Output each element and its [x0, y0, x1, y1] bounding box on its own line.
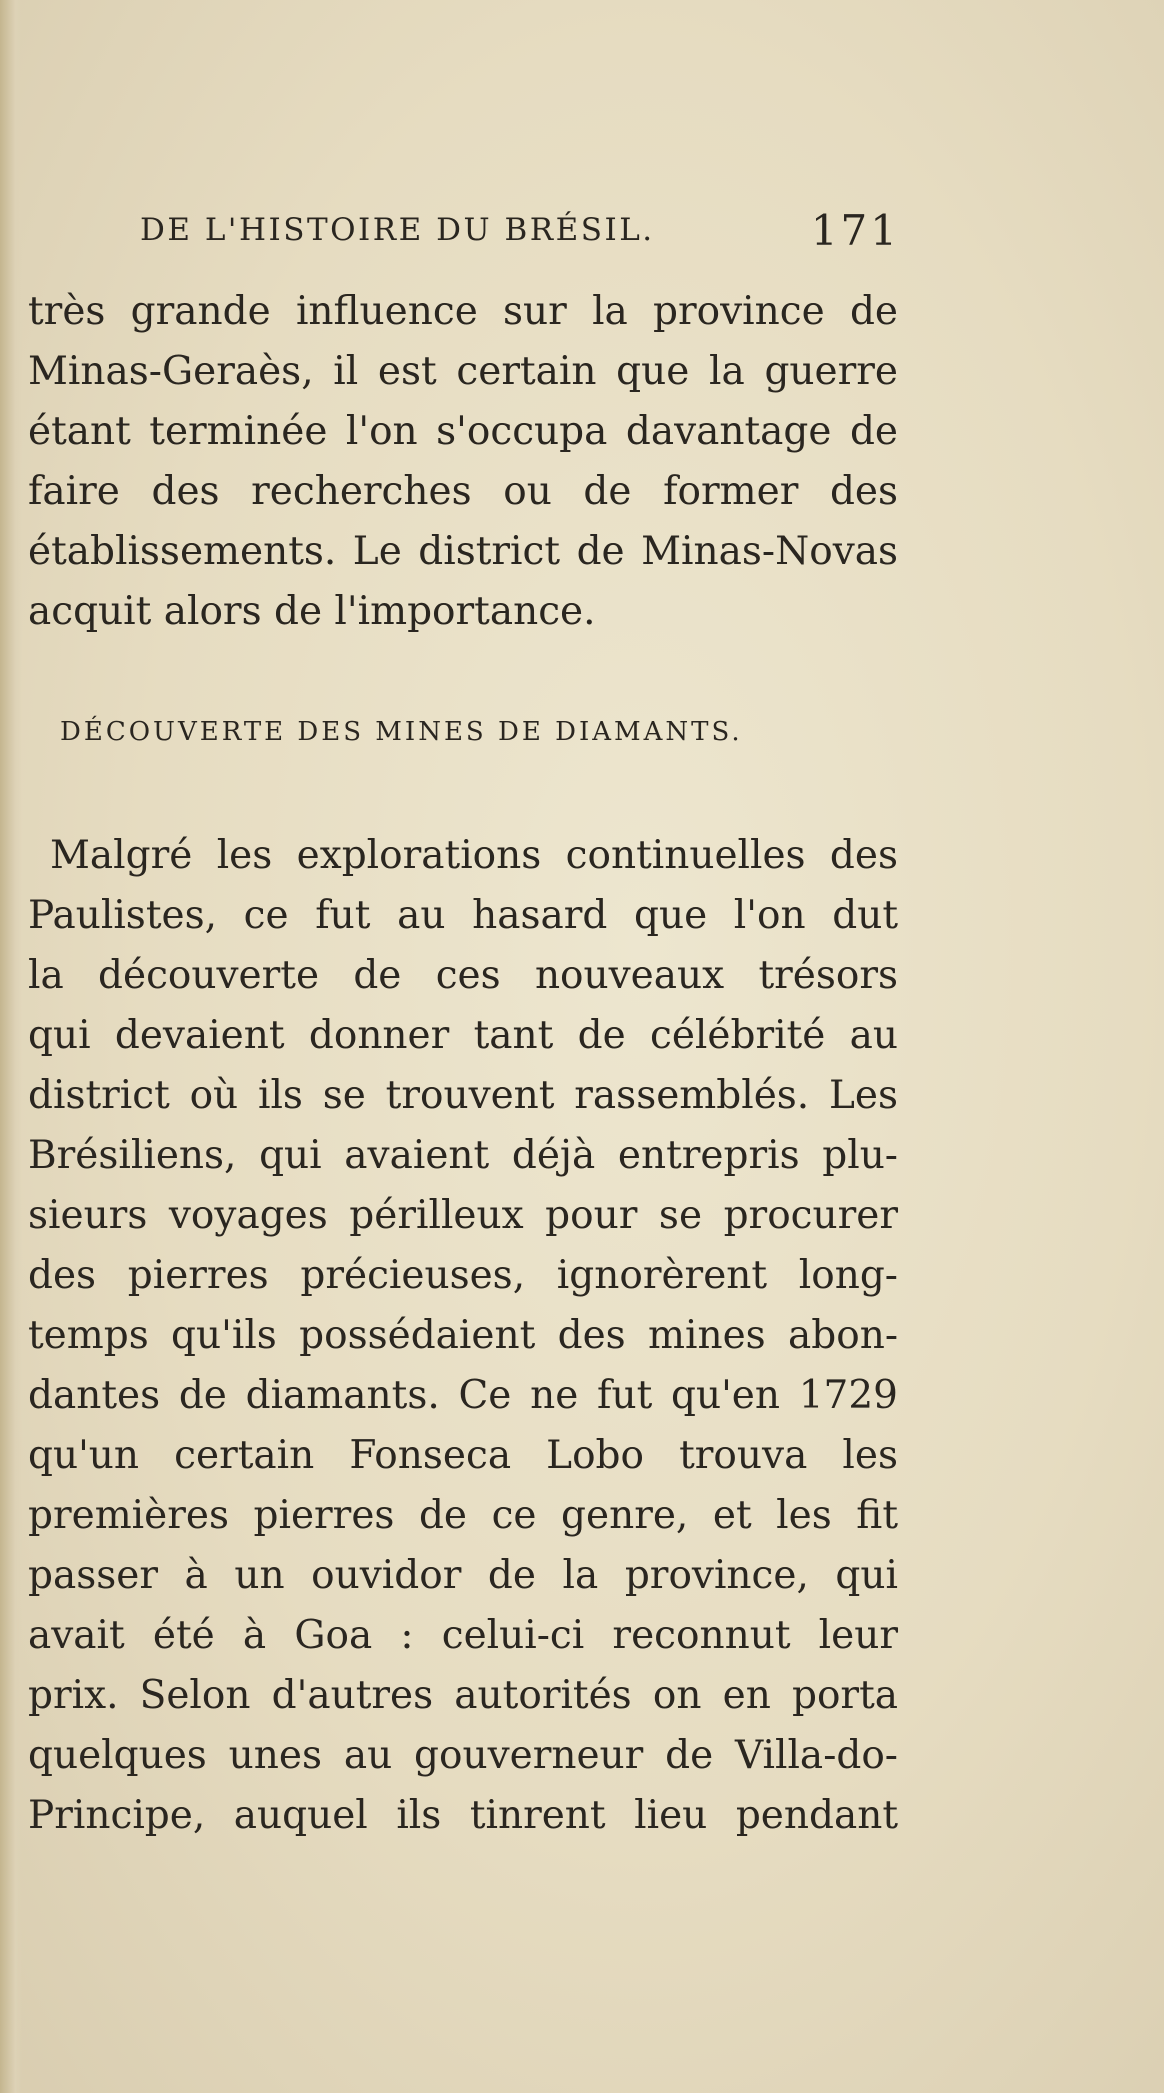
running-head	[140, 206, 900, 268]
paragraph-1	[28, 282, 898, 642]
text-line: premières pierres de ce genre, et les fit	[28, 1493, 898, 1538]
text-line: prix. Selon d'autres autorités on en porta	[28, 1673, 898, 1718]
text-line: Malgré les explorations continuelles des	[50, 833, 898, 878]
text-line: Minas-Geraès, il est certain que la guerre	[28, 349, 898, 394]
text-line: Brésiliens, qui avaient déjà entrepris plu-	[28, 1133, 898, 1178]
text-line: Paulistes, ce fut au hasard que l'on dut	[28, 893, 898, 938]
paragraph-2	[28, 826, 898, 1846]
text-line: établissements. Le district de Minas-Novas	[28, 529, 898, 574]
running-title: DE L'HISTOIRE DU BRÉSIL.	[140, 212, 655, 248]
page-number: 171	[810, 206, 900, 255]
text-line: passer à un ouvidor de la province, qui	[28, 1553, 898, 1598]
text-line: des pierres précieuses, ignorèrent long-	[28, 1253, 898, 1298]
text-line: la découverte de ces nouveaux trésors	[28, 953, 898, 998]
text-line: qu'un certain Fonseca Lobo trouva les	[28, 1433, 898, 1478]
text-line: très grande influence sur la province de	[28, 289, 898, 334]
text-line: sieurs voyages périlleux pour se procurer	[28, 1193, 898, 1238]
text-line: Principe, auquel ils tinrent lieu pendant	[28, 1793, 898, 1838]
text-line: faire des recherches ou de former des	[28, 469, 898, 514]
text-line: quelques unes au gouverneur de Villa-do-	[28, 1733, 898, 1778]
text-line: avait été à Goa : celui-ci reconnut leur	[28, 1613, 898, 1658]
text-line: temps qu'ils possédaient des mines abon-	[28, 1313, 898, 1358]
page-gutter	[0, 0, 22, 2093]
text-line: étant terminée l'on s'occupa davantage de	[28, 409, 898, 454]
text-line: dantes de diamants. Ce ne fut qu'en 1729	[28, 1373, 898, 1418]
text-line: acquit alors de l'importance.	[28, 589, 596, 634]
text-line: district où ils se trouvent rassemblés. Les	[28, 1073, 898, 1118]
section-heading: DÉCOUVERTE DES MINES DE DIAMANTS.	[60, 717, 743, 747]
text-line: qui devaient donner tant de célébrité au	[28, 1013, 898, 1058]
